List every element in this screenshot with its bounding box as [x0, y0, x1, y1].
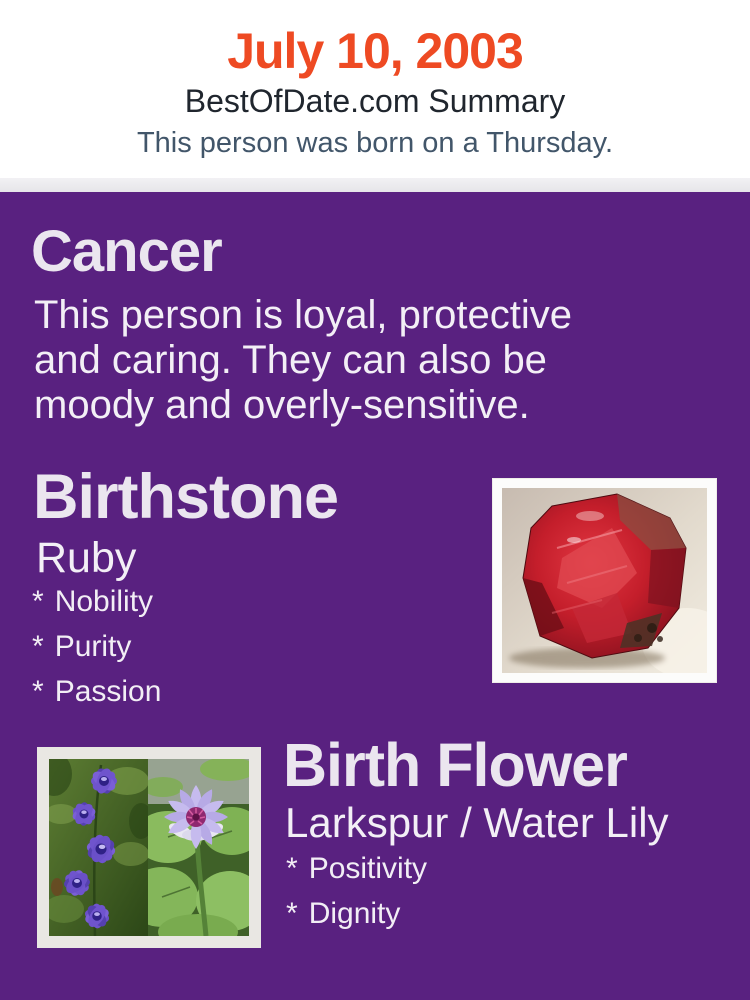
trait-item: [32, 624, 161, 669]
trait-item: [32, 669, 161, 714]
asterisk-bullet-icon: *: [32, 675, 44, 708]
born-day-line: This person was born on a Thursday.: [136, 127, 614, 159]
birth-flower-traits: [286, 846, 427, 936]
asterisk-bullet-icon: *: [32, 585, 44, 618]
asterisk-bullet-icon: *: [32, 630, 44, 663]
trait-label: Positivity: [308, 852, 428, 885]
trait-label: Purity: [54, 630, 132, 663]
larkspur-illustration: [49, 759, 153, 936]
trait-label: Dignity: [308, 897, 401, 930]
header: [0, 0, 750, 178]
zodiac-description-line: and caring. They can also be: [34, 338, 547, 382]
birthstone-photo: [492, 478, 717, 683]
site-summary: BestOfDate.com Summary: [184, 83, 566, 119]
birthstone-heading: Birthstone: [33, 462, 338, 532]
date-title: July 10, 2003: [227, 23, 523, 79]
zodiac-description-line: This person is loyal, protective: [34, 293, 573, 337]
trait-label: Nobility: [54, 585, 154, 618]
divider-strip: [0, 178, 750, 192]
trait-item: [286, 891, 427, 936]
summary-body: [0, 192, 750, 1000]
ruby-gem-illustration: [502, 488, 707, 673]
zodiac-heading: Cancer: [31, 219, 222, 284]
birthstone-traits: [32, 579, 161, 714]
asterisk-bullet-icon: *: [286, 897, 298, 930]
asterisk-bullet-icon: *: [286, 852, 298, 885]
birth-flower-photo: [37, 747, 261, 948]
trait-item: [286, 846, 427, 891]
trait-item: [32, 579, 161, 624]
birthstone-name: Ruby: [36, 534, 137, 582]
birth-flower-heading: Birth Flower: [283, 731, 627, 799]
larkspur-and-water-lily-illustration: [49, 759, 249, 936]
trait-label: Passion: [54, 675, 162, 708]
birth-flower-name: Larkspur / Water Lily: [285, 799, 669, 846]
zodiac-description-line: moody and overly-sensitive.: [34, 383, 530, 427]
zodiac-description: [34, 293, 572, 428]
